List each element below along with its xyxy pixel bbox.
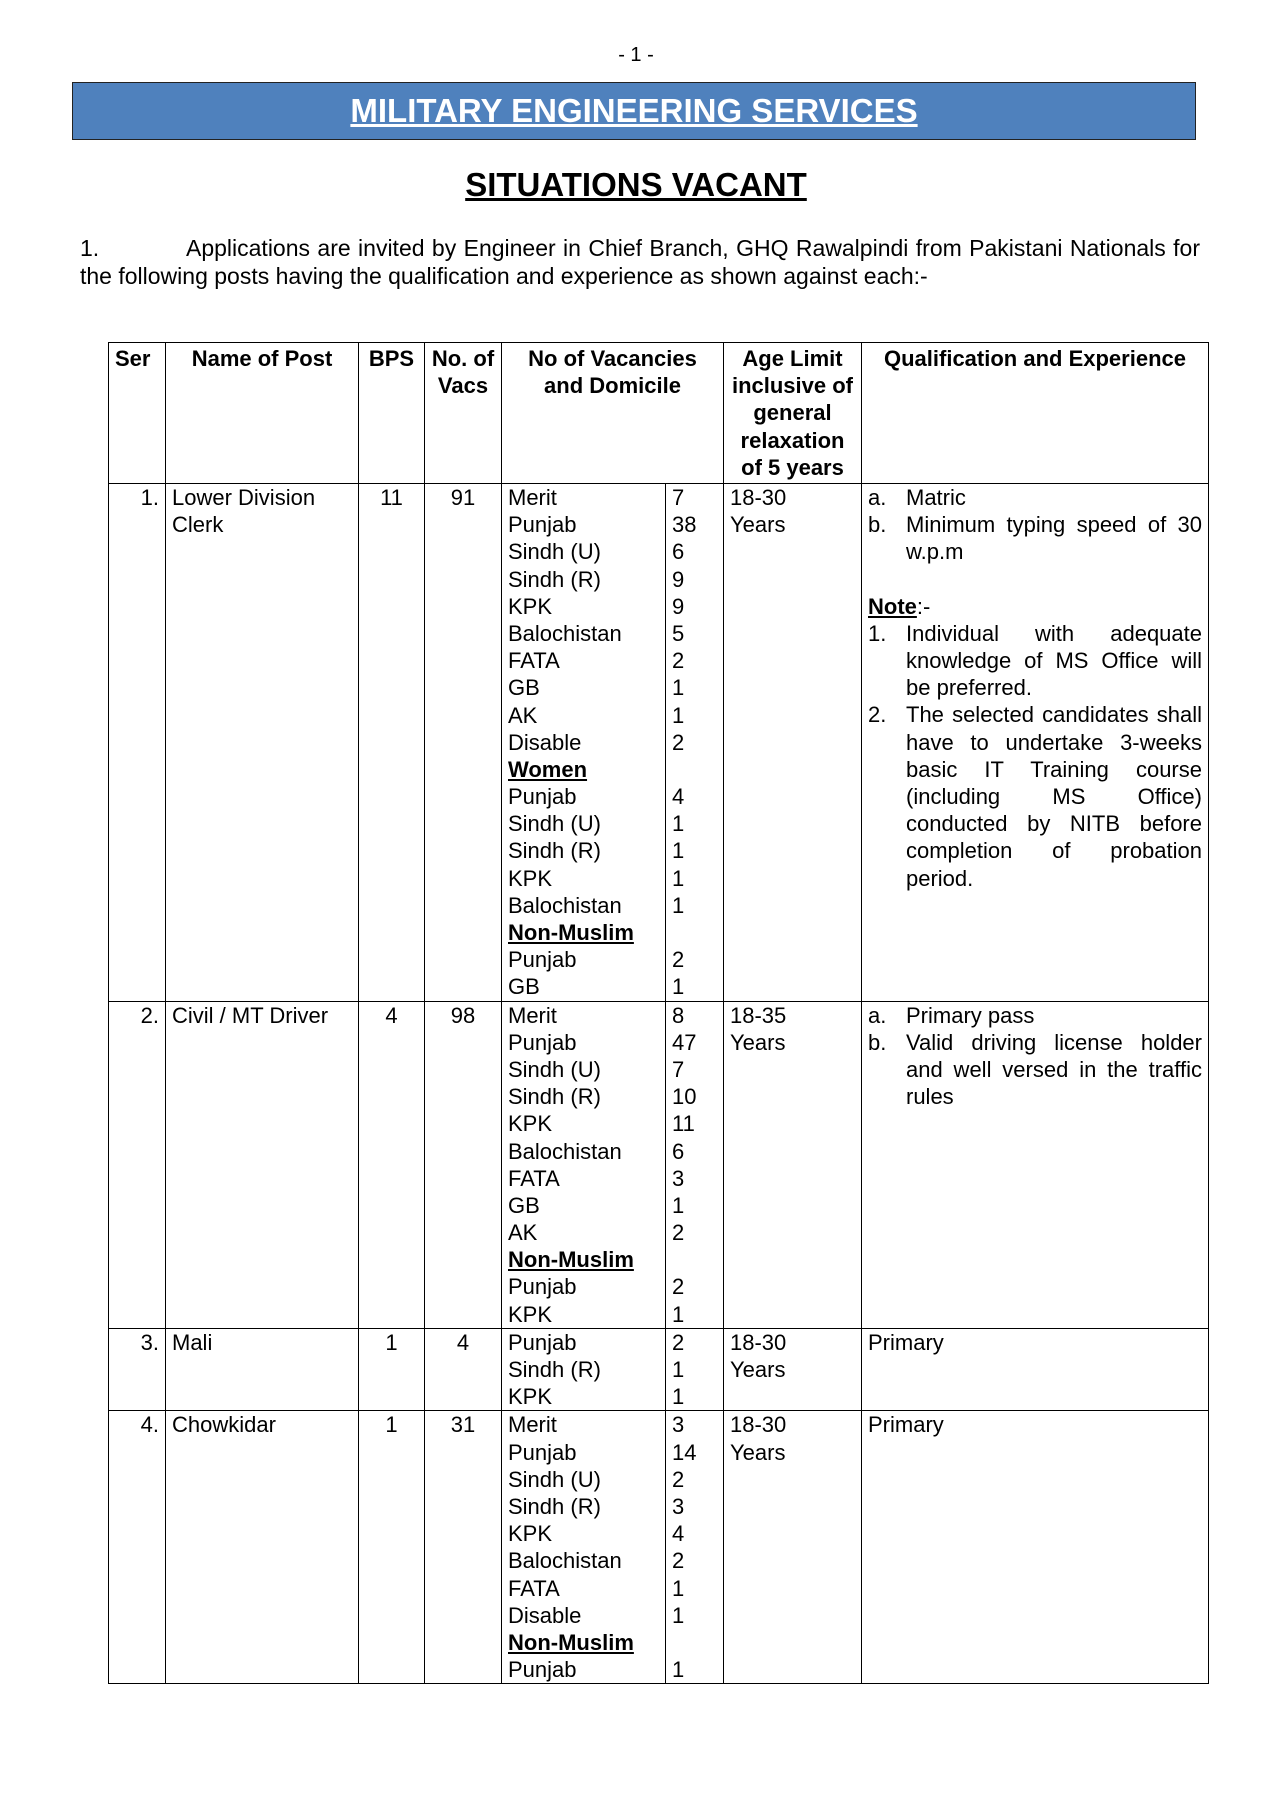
banner-title: MILITARY ENGINEERING SERVICES [350,92,918,129]
domicile-label: Balochistan [508,620,622,646]
age-limit-line: Years [730,512,786,538]
age-limit-line: 18-30 [730,485,787,511]
qualification-item-text: Primary pass [906,1002,1035,1028]
domicile-count: 47 [672,1029,697,1055]
table-row [109,1411,1209,1684]
domicile-label: FATA [508,1575,560,1601]
domicile-label: KPK [508,1521,553,1547]
row-qualification [862,1328,1209,1411]
domicile-label: AK [508,702,538,728]
row-ser: 2. [109,1001,166,1328]
domicile-label: FATA [508,1165,560,1191]
row-bps: 1 [359,1411,425,1684]
row-post-name: Lower Division Clerk [166,484,359,1002]
note-item-label: 2. [868,702,887,728]
age-limit-line: Years [730,1029,786,1055]
row-domicile-counts [666,1328,724,1411]
header-vacs: No. of Vacs [425,343,502,484]
domicile-count: 11 [672,1111,695,1137]
table-row [109,1001,1209,1328]
domicile-label: GB [508,974,540,1000]
domicile-count: 6 [672,539,685,565]
domicile-category-heading: Non-Muslim [508,920,634,946]
domicile-label: Sindh (R) [508,1357,601,1383]
domicile-count [672,756,717,783]
row-qualification [862,1001,1209,1328]
domicile-count: 1 [672,1384,685,1410]
domicile-label: Punjab [508,1029,577,1055]
domicile-count: 3 [672,1165,685,1191]
row-post-name: Chowkidar [166,1411,359,1684]
age-limit-line: 18-35 [730,1002,787,1028]
domicile-label: GB [508,675,540,701]
domicile-category-heading: Non-Muslim [508,1629,634,1655]
domicile-label: KPK [508,865,553,891]
row-domicile-list [502,1001,666,1328]
domicile-label: FATA [508,648,560,674]
row-bps: 4 [359,1001,425,1328]
domicile-label: Punjab [508,947,577,973]
domicile-count: 2 [672,1220,685,1246]
domicile-label: Punjab [508,1439,577,1465]
domicile-count: 4 [672,784,685,810]
row-age-limit [724,1328,862,1411]
note-item [868,620,1202,702]
row-qualification [862,484,1209,1002]
qualification-item-label: a. [868,1002,887,1028]
domicile-count: 1 [672,675,685,701]
domicile-count: 1 [672,892,685,918]
domicile-label: Punjab [508,784,577,810]
row-age-limit [724,1411,862,1684]
age-limit-line: Years [730,1439,786,1465]
row-ser: 3. [109,1328,166,1411]
domicile-count: 1 [672,1657,685,1683]
row-post-name: Mali [166,1328,359,1411]
domicile-label: AK [508,1220,538,1246]
domicile-count [672,1246,717,1273]
domicile-category-heading: Non-Muslim [508,1247,634,1273]
row-vacancies: 31 [425,1411,502,1684]
domicile-label: Sindh (U) [508,1466,601,1492]
domicile-count: 1 [672,838,685,864]
domicile-count: 2 [672,1274,685,1300]
table-header-row [109,343,1209,484]
qualification-item-label: a. [868,485,887,511]
domicile-count: 2 [672,729,685,755]
intro-paragraph [80,234,1200,290]
age-limit-line: 18-30 [730,1412,787,1438]
domicile-count: 5 [672,620,685,646]
note-heading [868,593,1202,620]
row-post-name: Civil / MT Driver [166,1001,359,1328]
domicile-count: 1 [672,865,685,891]
domicile-count [672,1629,717,1656]
domicile-label: GB [508,1192,540,1218]
qualification-item-text: Minimum typing speed of 30 w.p.m [906,512,1202,565]
paragraph-number: 1. [80,235,100,261]
qualification-item-text: Valid driving license holder and well versed in the traffic rules [906,1029,1202,1110]
row-ser: 4. [109,1411,166,1684]
page-number: - 1 - [618,44,654,66]
domicile-label: Sindh (R) [508,566,601,592]
qualification-item-text: Matric [906,485,966,511]
domicile-label: Sindh (R) [508,1493,601,1519]
domicile-count: 1 [672,811,685,837]
domicile-count: 9 [672,566,685,592]
domicile-label: Punjab [508,1274,577,1300]
domicile-count: 14 [672,1439,697,1465]
domicile-count: 1 [672,1602,685,1628]
domicile-count: 2 [672,1548,685,1574]
domicile-count: 1 [672,1301,685,1327]
row-bps: 11 [359,484,425,1002]
domicile-count: 3 [672,1493,685,1519]
qualification-text: Primary [868,1329,944,1355]
domicile-count: 7 [672,485,685,511]
row-domicile-list [502,484,666,1002]
domicile-count: 2 [672,1466,685,1492]
qualification-item [868,484,1202,511]
domicile-count: 2 [672,648,685,674]
row-domicile-counts [666,484,724,1002]
domicile-label: Sindh (U) [508,811,601,837]
header-domicile: No of Vacancies and Domicile [502,343,724,484]
table-row [109,484,1209,1002]
domicile-label: Punjab [508,512,577,538]
domicile-count: 9 [672,593,685,619]
note-item-text: Individual with adequate knowledge of MS Office will be preferred. [906,620,1202,701]
vacancies-table [108,342,1209,1684]
page-subtitle: SITUATIONS VACANT [465,166,807,203]
domicile-count: 7 [672,1056,685,1082]
qualification-text: Primary [868,1412,944,1438]
qualification-item-label: b. [868,512,887,538]
domicile-count [672,919,717,946]
table-row [109,1328,1209,1411]
domicile-label: Sindh (U) [508,539,601,565]
domicile-count: 10 [672,1084,697,1110]
note-title: Note [868,593,917,619]
row-qualification [862,1411,1209,1684]
header-ser: Ser [109,343,166,484]
row-domicile-list [502,1328,666,1411]
row-domicile-counts [666,1411,724,1684]
domicile-category-heading: Women [508,756,588,782]
domicile-label: Balochistan [508,892,622,918]
domicile-count: 8 [672,1002,685,1028]
row-age-limit [724,1001,862,1328]
domicile-label: Punjab [508,1657,577,1683]
age-limit-line: Years [730,1357,786,1383]
header-bps: BPS [359,343,425,484]
qualification-item [868,511,1202,565]
domicile-count: 1 [672,702,685,728]
row-vacancies: 4 [425,1328,502,1411]
domicile-label: Merit [508,1002,557,1028]
domicile-label: Sindh (R) [508,1084,601,1110]
row-vacancies: 98 [425,1001,502,1328]
domicile-label: KPK [508,1301,553,1327]
row-age-limit [724,484,862,1002]
qualification-item [868,1029,1202,1111]
header-age: Age Limit inclusive of general relaxation of 5 years [724,343,862,484]
domicile-count: 2 [672,947,685,973]
domicile-count: 1 [672,1192,685,1218]
intro-text: Applications are invited by Engineer in Chief Branch, GHQ Rawalpindi from Pakistani Nationals for the following posts having the qualification and experience as shown against each:- [80,235,1200,289]
domicile-count: 6 [672,1138,685,1164]
row-vacancies: 91 [425,484,502,1002]
table-body [109,484,1209,1684]
domicile-label: Balochistan [508,1138,622,1164]
qualification-item [868,1002,1202,1029]
row-domicile-list [502,1411,666,1684]
domicile-count: 4 [672,1521,685,1547]
domicile-label: KPK [508,1111,553,1137]
domicile-label: Merit [508,485,557,511]
domicile-label: Balochistan [508,1548,622,1574]
header-qualification: Qualification and Experience [862,343,1209,484]
domicile-label: Disable [508,1602,582,1628]
domicile-label: Sindh (R) [508,838,601,864]
row-domicile-counts [666,1001,724,1328]
note-item-label: 1. [868,620,887,646]
qualification-item-label: b. [868,1029,887,1055]
note-item [868,701,1202,891]
domicile-label: Sindh (U) [508,1056,601,1082]
domicile-label: Merit [508,1412,557,1438]
domicile-label: Disable [508,729,582,755]
domicile-count: 38 [672,512,697,538]
row-ser: 1. [109,484,166,1002]
note-suffix: :- [916,593,931,619]
domicile-label: KPK [508,593,553,619]
note-item-text: The selected candidates shall have to undertake 3-weeks basic IT Training course (including MS Office) conducted by NITB before completion of probation period. [906,702,1202,891]
domicile-count: 2 [672,1329,685,1355]
domicile-label: Punjab [508,1329,577,1355]
domicile-label: KPK [508,1384,553,1410]
domicile-count: 1 [672,1575,685,1601]
row-bps: 1 [359,1328,425,1411]
title-banner [72,82,1196,140]
header-post: Name of Post [166,343,359,484]
age-limit-line: 18-30 [730,1329,787,1355]
domicile-count: 1 [672,1357,685,1383]
domicile-count: 1 [672,974,685,1000]
domicile-count: 3 [672,1412,685,1438]
